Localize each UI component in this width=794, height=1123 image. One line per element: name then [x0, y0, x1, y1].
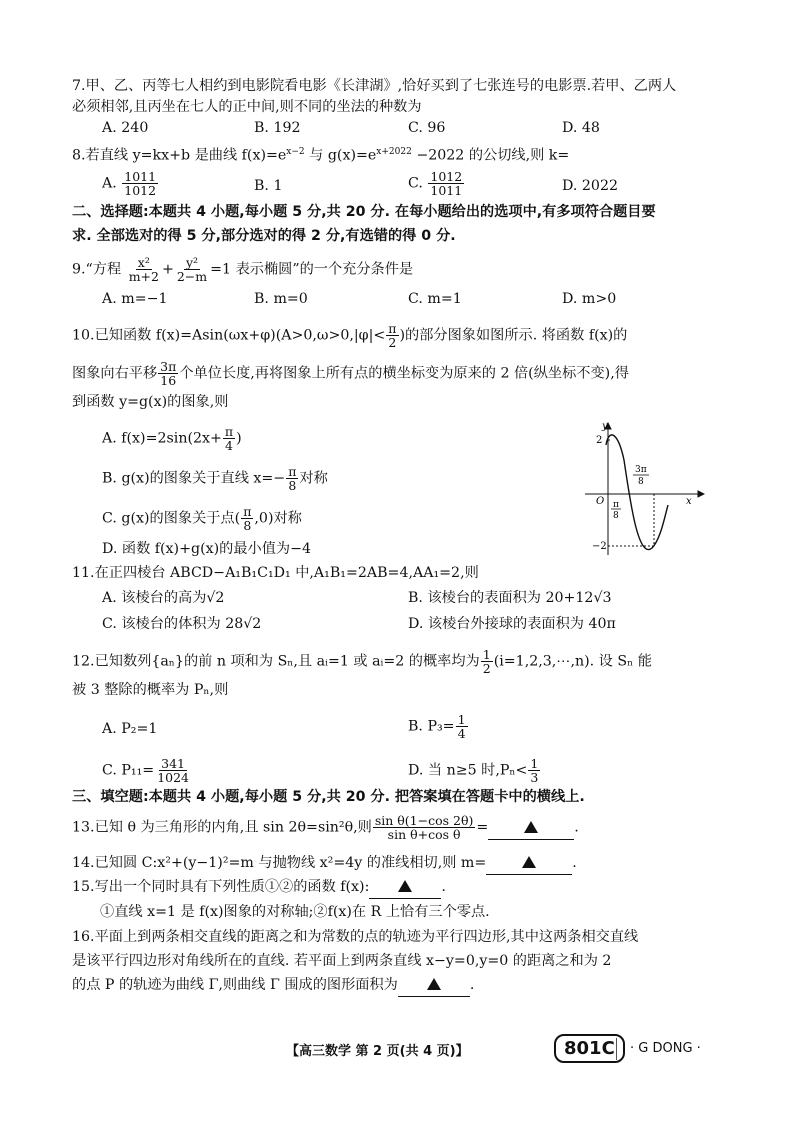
- tick1-den: 8: [613, 511, 619, 521]
- q14-tail: .: [572, 855, 577, 871]
- q11-option-a: A. 该棱台的高为√2: [102, 590, 225, 606]
- q16-line3-a: 的点 P 的轨迹为曲线 Γ,则曲线 Γ 围成的图形面积为: [72, 977, 398, 993]
- q13-fraction: [373, 814, 476, 841]
- q10-stem-b: )的部分图象如图所示. 将函数 f(x)的: [399, 327, 628, 344]
- q10-shift: [158, 360, 178, 387]
- q10-pi-den: 2: [388, 335, 397, 350]
- q10-c-text: C. g(x)的图象关于点(: [102, 510, 241, 527]
- question-8: [72, 142, 736, 202]
- q14-line: [72, 853, 736, 875]
- q12-line2: 被 3 整除的概率为 Pₙ,则: [72, 682, 229, 698]
- footer-divider: [616, 1038, 617, 1060]
- q12-option-a: A. P₂=1: [102, 721, 158, 737]
- q9-option-d: D. m>0: [562, 291, 617, 307]
- q13-tail: .: [574, 819, 579, 836]
- page-number-label: 【高三数学 第 2 页(共 4 页)】: [286, 1044, 469, 1059]
- q15-line2: ①直线 x=1 是 f(x)图象的对称轴;②f(x)在 R 上恰有三个零点.: [100, 904, 490, 920]
- q9-fraction-2: [175, 256, 209, 283]
- q8-c-fraction: [428, 170, 464, 197]
- q12-c-den: 1024: [157, 770, 189, 785]
- q10-line1: [72, 322, 736, 352]
- q15-line1: [72, 877, 736, 899]
- q8-a-fraction: [122, 170, 158, 197]
- q13-stem-a: 13.已知 θ 为三角形的内角,且 sin 2θ=sin²θ,则: [72, 819, 372, 836]
- q8-c-label: C.: [408, 175, 423, 192]
- q16-line2: 是该平行四边形对角线所在的直线. 若平面上到两条直线 x−y=0,y=0 的距离之和为 2: [72, 953, 612, 969]
- q10-pi-half: [386, 322, 398, 349]
- q10-a-tail: ): [236, 430, 242, 447]
- q13-eq: =: [476, 819, 489, 836]
- q11-option-d: D. 该棱台外接球的表面积为 40π: [408, 616, 616, 632]
- q9-option-b: B. m=0: [254, 291, 308, 307]
- q12-option-b: [408, 713, 469, 740]
- q9-stem-b: =1 表示椭圆”的一个充分条件是: [210, 261, 414, 278]
- sec2-line1: 二、选择题:本题共 4 小题,每小题 5 分,共 20 分. 在每小题给出的选项中,有多项符合题目要: [72, 204, 656, 220]
- q8-a-den: 1012: [124, 182, 157, 198]
- q9-f1-num: x²: [137, 255, 150, 270]
- q13-num: sin θ(1−cos 2θ): [374, 813, 474, 828]
- q12-b-num: 1: [457, 712, 466, 727]
- x-axis-arrow: [698, 491, 704, 497]
- q15-answer-blank: [369, 877, 441, 899]
- question-16: [72, 927, 736, 997]
- q12-half: [481, 648, 493, 675]
- origin-label: O: [596, 496, 605, 507]
- q10-b-frac: [286, 465, 298, 492]
- question-9: [72, 256, 736, 311]
- q10-c-den: 8: [243, 518, 252, 533]
- q11-option-c: C. 该棱台的体积为 28√2: [102, 616, 262, 632]
- q16-line3: [72, 975, 736, 997]
- q13-line: [72, 814, 736, 844]
- q9-plus: +: [161, 261, 174, 278]
- q16-tail: .: [469, 977, 475, 993]
- page-footer: [0, 1034, 794, 1068]
- q8-a-num: 1011: [124, 168, 157, 184]
- q9-f1-den: m+2: [128, 269, 159, 284]
- q15-tail: .: [441, 879, 446, 895]
- q10-a-frac: [223, 425, 235, 452]
- q10-c-num: π: [243, 504, 252, 519]
- q8-exp1: x−2: [286, 147, 305, 157]
- q10-b-tail: 对称: [299, 470, 328, 487]
- question-14: [72, 853, 736, 875]
- q7-option-c: C. 96: [408, 120, 446, 136]
- triangle-icon: [427, 978, 441, 990]
- tick1-num: π: [613, 500, 619, 510]
- q10-line3: 到函数 y=g(x)的图象,则: [72, 394, 229, 410]
- q9-f2-num: y²: [185, 255, 199, 270]
- section-2-header: [72, 200, 740, 248]
- q11-option-b: B. 该棱台的表面积为 20+12√3: [408, 590, 612, 606]
- q14-answer-blank: [486, 853, 572, 875]
- question-13: [72, 814, 736, 844]
- q8-a-label: A.: [102, 175, 117, 192]
- question-15: [72, 877, 736, 923]
- question-11: [72, 563, 736, 636]
- triangle-icon: [398, 880, 412, 892]
- q10-b-text: B. g(x)的图象关于直线 x=−: [102, 470, 286, 487]
- min-label: −2: [592, 541, 607, 552]
- q10-line2-b: 个单位长度,再将图象上所有点的横坐标变为原来的 2 倍(纵坐标不变),得: [179, 365, 629, 382]
- q10-option-d: D. 函数 f(x)+g(x)的最小值为−4: [102, 541, 311, 557]
- q8-option-b: B. 1: [254, 177, 283, 194]
- q9-option-c: C. m=1: [408, 291, 462, 307]
- tick2-den: 8: [638, 477, 644, 487]
- sec2-line2: 求. 全部选对的得 5 分,部分选对的得 2 分,有选错的得 0 分.: [72, 228, 456, 244]
- q8-stem-b: 与 g(x)=e: [304, 147, 377, 164]
- q12-b-frac: [456, 713, 468, 740]
- q7-option-a: A. 240: [102, 120, 149, 136]
- section-3-header: [72, 785, 740, 809]
- q12-line1: [72, 648, 736, 676]
- q8-options: [72, 170, 736, 202]
- q12-stem-a: 12.已知数列{aₙ}的前 n 项和为 Sₙ,且 aᵢ=1 或 aᵢ=2 的概率均为: [72, 653, 480, 670]
- q12-d-num: 1: [530, 756, 539, 771]
- q10-function-graph: [580, 420, 705, 560]
- q12-d-frac: [528, 757, 540, 784]
- question-7: [72, 76, 736, 140]
- q16-line1: 16.平面上到两条相交直线的距离之和为常数的点的轨迹为平行四边形,其中这两条相交直线: [72, 929, 639, 945]
- q10-b-num: π: [288, 464, 297, 479]
- q10-a-num: π: [224, 424, 234, 439]
- max-label: 2: [596, 435, 603, 446]
- q8-stem: [72, 142, 736, 167]
- q12-options-row1: [72, 713, 736, 747]
- q14-stem: 14.已知圆 C:x²+(y−1)²=m 与抛物线 x²=4y 的准线相切,则 m=: [72, 855, 487, 871]
- q10-c-frac: [241, 505, 253, 532]
- q8-stem-a: 8.若直线 y=kx+b 是曲线 f(x)=e: [72, 147, 287, 164]
- sec3-line1: 三、填空题:本题共 4 小题,每小题 5 分,共 20 分. 把答案填在答题卡中的横线上.: [72, 789, 585, 805]
- q10-line2-a: 图象向右平移: [72, 365, 158, 382]
- question-12: [72, 648, 736, 791]
- q8-option-c: [408, 170, 465, 197]
- q16-answer-blank: [398, 975, 470, 997]
- q10-a-text: A. f(x)=2sin(2x+: [102, 430, 222, 447]
- y-label: y: [602, 421, 608, 432]
- q8-c-den: 1011: [430, 182, 463, 198]
- q8-option-a: [102, 170, 159, 197]
- q12-d-den: 3: [530, 770, 539, 785]
- q10-line2: [72, 360, 736, 392]
- q8-option-d: D. 2022: [562, 177, 618, 194]
- q8-exp2: x+2022: [376, 147, 412, 157]
- q8-c-num: 1012: [430, 168, 463, 184]
- q9-f2-den: 2−m: [176, 269, 208, 284]
- q12-half-den: 2: [482, 661, 491, 676]
- brand-label: · G DONG ·: [630, 1041, 701, 1056]
- q10-b-den: 8: [288, 478, 297, 493]
- q15-stem: 15.写出一个同时具有下列性质①②的函数 f(x):: [72, 879, 370, 895]
- q11-stem: 11.在正四棱台 ABCD−A₁B₁C₁D₁ 中,A₁B₁=2AB=4,AA₁=2,则: [72, 565, 479, 581]
- q7-options: [72, 118, 736, 140]
- q9-stem: [72, 256, 736, 283]
- q11-options-row1: [72, 588, 736, 610]
- q9-stem-a: 9.“方程: [72, 261, 122, 278]
- q9-options: [72, 289, 736, 311]
- q7-option-d: D. 48: [562, 120, 600, 136]
- q7-line1: 7.甲、乙、丙等七人相约到电影院看电影《长津湖》,恰好买到了七张连号的电影票.若甲、乙两人: [72, 78, 677, 94]
- q12-option-c: [102, 757, 192, 784]
- x-label: x: [686, 496, 692, 507]
- q10-shift-den: 16: [160, 373, 177, 388]
- exam-code-badge: 801C: [554, 1034, 625, 1063]
- q12-c-num: 341: [161, 756, 186, 771]
- q12-option-d: [408, 757, 541, 784]
- q10-c-tail: ,0)对称: [254, 510, 302, 527]
- q12-b-text: B. P₃=: [408, 718, 455, 735]
- q10-stem-a: 10.已知函数 f(x)=Asin(ωx+φ)(A>0,ω>0,|φ|<: [72, 327, 386, 344]
- q13-answer-blank: [488, 818, 574, 840]
- q10-pi-num: π: [388, 321, 397, 336]
- q7-option-b: B. 192: [254, 120, 301, 136]
- triangle-icon: [522, 856, 536, 868]
- q9-option-a: A. m=−1: [102, 291, 168, 307]
- q12-half-num: 1: [482, 647, 491, 662]
- q12-stem-b: (i=1,2,3,⋯,n). 设 Sₙ 能: [493, 653, 652, 670]
- triangle-icon: [524, 821, 538, 833]
- q12-c-frac: [155, 757, 191, 784]
- tick2-num: 3π: [635, 465, 647, 475]
- sine-curve: [606, 435, 668, 550]
- q7-line2: 必须相邻,且丙坐在七人的正中间,则不同的坐法的种数为: [72, 99, 422, 115]
- q12-b-den: 4: [457, 726, 466, 741]
- q12-c-text: C. P₁₁=: [102, 762, 155, 779]
- q13-den: sin θ+cos θ: [387, 827, 461, 842]
- q10-shift-num: 3π: [160, 359, 177, 374]
- q10-a-den: 4: [225, 438, 233, 453]
- q11-options-row2: [72, 614, 736, 636]
- q12-d-text: D. 当 n≥5 时,Pₙ<: [408, 762, 528, 779]
- q8-stem-c: −2022 的公切线,则 k=: [411, 147, 570, 164]
- q9-fraction-1: [127, 256, 161, 283]
